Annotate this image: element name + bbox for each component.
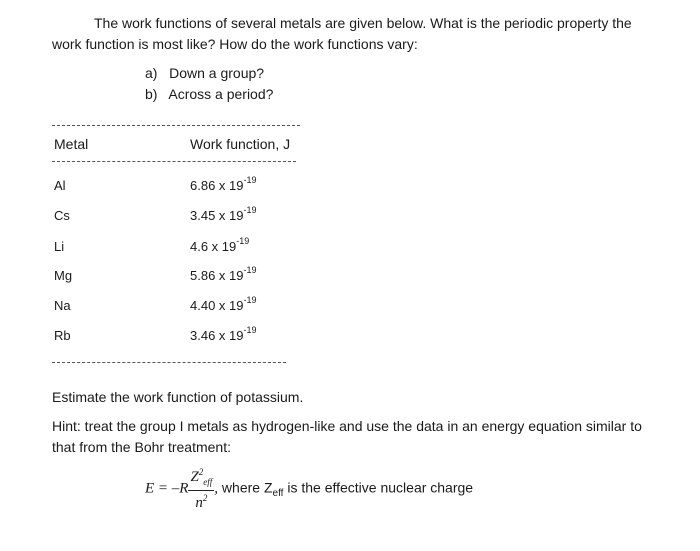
question-b <box>145 86 273 102</box>
metal-cell: Na <box>54 298 71 313</box>
header-metal: Metal <box>54 136 89 152</box>
intro-line-2: work function is most like? How do the work functions vary: <box>52 36 418 52</box>
energy-equation <box>145 466 473 516</box>
table-top-rule <box>52 125 300 126</box>
metal-cell: Li <box>54 239 65 254</box>
question-text: Down a group? <box>169 65 265 81</box>
equation-text-before: where Z <box>218 479 273 496</box>
fraction-denominator: $n^2$ <box>195 493 208 511</box>
intro-line-1: The work functions of several metals are given below. What is the periodic property the <box>94 15 632 31</box>
estimate-text: Estimate the work function of potassium. <box>52 389 304 405</box>
hint-line-2: that from the Bohr treatment: <box>52 439 231 455</box>
equation-lhs: E = –R <box>145 480 189 497</box>
metal-cell: Rb <box>54 328 71 343</box>
question-marker: a) <box>145 65 158 81</box>
question-a <box>145 65 264 81</box>
hint-paragraph <box>52 416 662 458</box>
intro-paragraph <box>52 13 672 55</box>
metal-cell: Cs <box>54 208 70 223</box>
fraction-numerator: $Z^2_{eff}$ <box>188 464 214 491</box>
work-function-cell: 4.6 x $19^{-19}$ <box>190 235 250 254</box>
metal-cell: Mg <box>54 268 73 283</box>
table-header-rule <box>52 161 296 162</box>
equation-fraction <box>188 464 214 510</box>
work-function-cell: 6.86 x $19^{-19}$ <box>190 174 257 193</box>
work-function-cell: 4.40 x $19^{-19}$ <box>190 294 257 313</box>
question-marker: b) <box>145 86 158 102</box>
table-bottom-rule <box>52 362 286 363</box>
equation-comma: , <box>214 480 219 497</box>
work-function-cell: 5.86 x $19^{-19}$ <box>190 264 257 283</box>
header-work-function: Work function, J <box>190 136 291 152</box>
work-function-cell: 3.45 x $19^{-19}$ <box>190 204 257 223</box>
equation-text-after: is the effective nuclear charge <box>283 479 474 496</box>
metal-cell: Al <box>54 178 66 193</box>
question-text: Across a period? <box>168 86 274 102</box>
work-function-cell: 3.46 x $19^{-19}$ <box>190 324 257 343</box>
hint-line-1: Hint: treat the group I metals as hydrogen-like and use the data in an energy equation similar to <box>52 418 642 434</box>
equation-text-sub: eff <box>272 487 284 499</box>
